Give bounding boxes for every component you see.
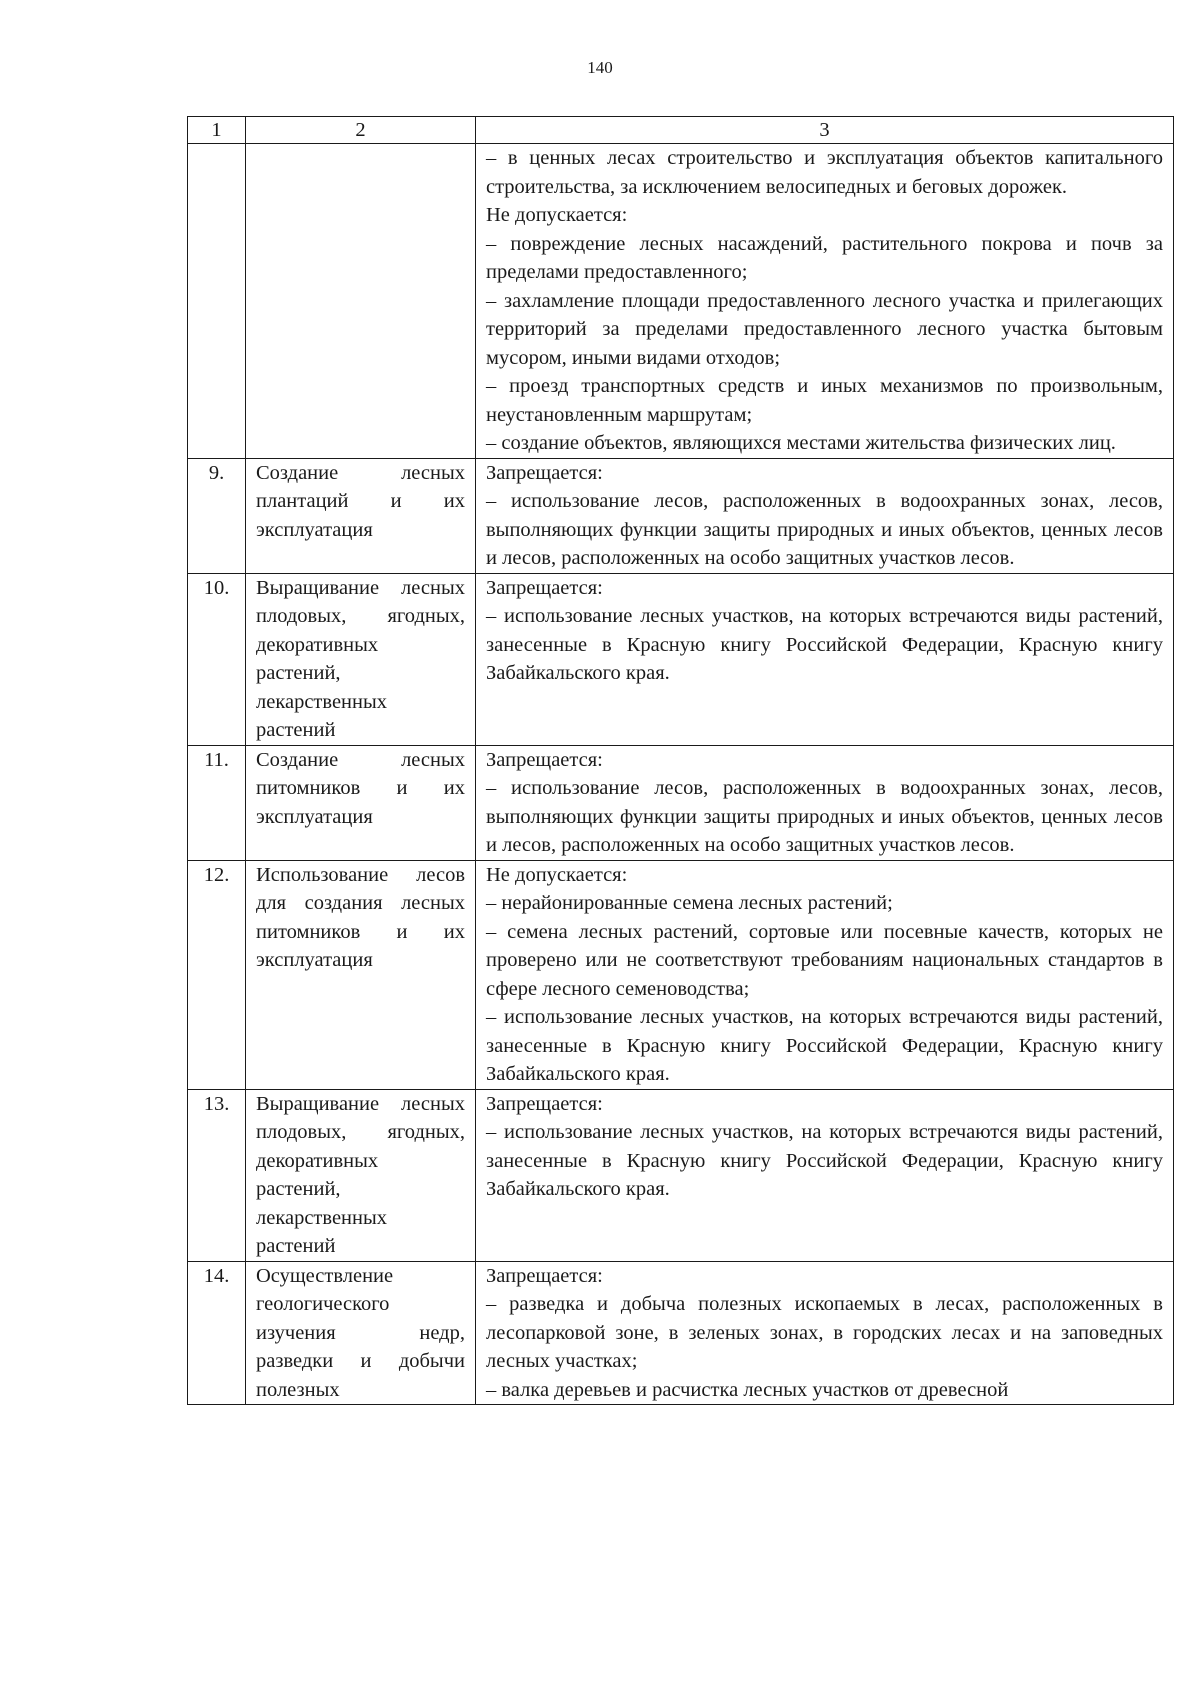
page-number: 140 xyxy=(587,58,613,77)
table-row xyxy=(188,144,1174,459)
restriction-item: – валка деревьев и расчистка лесных участков от древесной xyxy=(486,1378,1009,1401)
row-number xyxy=(188,144,246,459)
table-row xyxy=(188,745,1174,860)
row-number: 11. xyxy=(188,745,246,860)
restriction-heading: Не допускается: xyxy=(486,204,628,226)
restriction-item: – захламление площади предоставленного лесного участка и прилегающих территорий за пределами предоставленного лесного участка бытовым мусором, иными видами отходов; xyxy=(486,289,1163,369)
restrictions xyxy=(476,144,1174,459)
header-col-2: 2 xyxy=(246,117,476,144)
restriction-item: – семена лесных растений, сортовые или посевные качеств, которых не проверено или не соответствуют требованиям национальных стандартов в сфере лесного семеноводства; xyxy=(486,920,1163,1000)
restriction-heading: Запрещается: xyxy=(486,748,603,771)
activity-name: Выращивание лесных плодовых, ягодных, декоративных растений, лекарственных растений xyxy=(246,1089,476,1261)
row-number: 13. xyxy=(188,1089,246,1261)
activity-name: Выращивание лесных плодовых, ягодных, декоративных растений, лекарственных растений xyxy=(246,573,476,745)
restriction-item: – создание объектов, являющихся местами жительства физических лиц. xyxy=(486,432,1116,454)
activity-name: Создание лесных плантаций и их эксплуатация xyxy=(246,458,476,573)
restriction-item: – разведка и добыча полезных ископаемых в лесах, расположенных в лесопарковой зоне, в зеленых зонах, в городских лесах и на заповедных лесных участках; xyxy=(486,1293,1163,1372)
header-col-3: 3 xyxy=(476,117,1174,144)
activity-name: Осуществление геологического изучения недр, разведки и добычи полезных xyxy=(246,1261,476,1405)
row-number: 10. xyxy=(188,573,246,745)
activity-name xyxy=(246,144,476,459)
restrictions xyxy=(476,573,1174,745)
restriction-item: – использование лесных участков, на которых встречаются виды растений, занесенные в Красную книгу Российской Федерации, Красную книгу Забайкальского края. xyxy=(486,1006,1163,1085)
restrictions xyxy=(476,860,1174,1089)
restriction-item: – в ценных лесах строительство и эксплуатация объектов капитального строительства, за исключением велосипедных и беговых дорожек. xyxy=(486,147,1163,198)
restriction-item: – нерайонированные семена лесных растений; xyxy=(486,892,893,914)
table-row xyxy=(188,860,1174,1089)
restriction-item: – проезд транспортных средств и иных механизмов по произвольным, неустановленным маршрутам; xyxy=(486,375,1163,426)
restriction-item: – использование лесов, расположенных в водоохранных зонах, лесов, выполняющих функции защиты природных и иных объектов, ценных лесов и лесов, расположенных на особо защитных участков лесов. xyxy=(486,490,1163,569)
restriction-item: – использование лесных участков, на которых встречаются виды растений, занесенные в Красную книгу Российской Федерации, Красную книгу Забайкальского края. xyxy=(486,1121,1163,1200)
restriction-item: – повреждение лесных насаждений, растительного покрова и почв за пределами предоставленного; xyxy=(486,232,1163,283)
regulations-table xyxy=(187,116,1174,1405)
table-row xyxy=(188,1089,1174,1261)
table-row xyxy=(188,573,1174,745)
restriction-heading: Запрещается: xyxy=(486,1264,603,1287)
restriction-heading: Запрещается: xyxy=(486,1092,603,1115)
restriction-item: – использование лесов, расположенных в водоохранных зонах, лесов, выполняющих функции защиты природных и иных объектов, ценных лесов и лесов, расположенных на особо защитных участков лесов. xyxy=(486,777,1163,856)
restrictions xyxy=(476,745,1174,860)
restrictions xyxy=(476,458,1174,573)
table-row xyxy=(188,1261,1174,1405)
restrictions xyxy=(476,1261,1174,1405)
restriction-item: – использование лесных участков, на которых встречаются виды растений, занесенные в Красную книгу Российской Федерации, Красную книгу Забайкальского края. xyxy=(486,605,1163,684)
restriction-heading: Запрещается: xyxy=(486,576,603,599)
header-col-1: 1 xyxy=(188,117,246,144)
restriction-heading: Не допускается: xyxy=(486,863,628,886)
activity-name: Создание лесных питомников и их эксплуатация xyxy=(246,745,476,860)
row-number: 14. xyxy=(188,1261,246,1405)
table-header-row xyxy=(188,117,1174,144)
row-number: 12. xyxy=(188,860,246,1089)
restriction-heading: Запрещается: xyxy=(486,461,603,484)
activity-name: Использование лесов для создания лесных питомников и их эксплуатация xyxy=(246,860,476,1089)
restrictions xyxy=(476,1089,1174,1261)
table-row xyxy=(188,458,1174,573)
row-number: 9. xyxy=(188,458,246,573)
